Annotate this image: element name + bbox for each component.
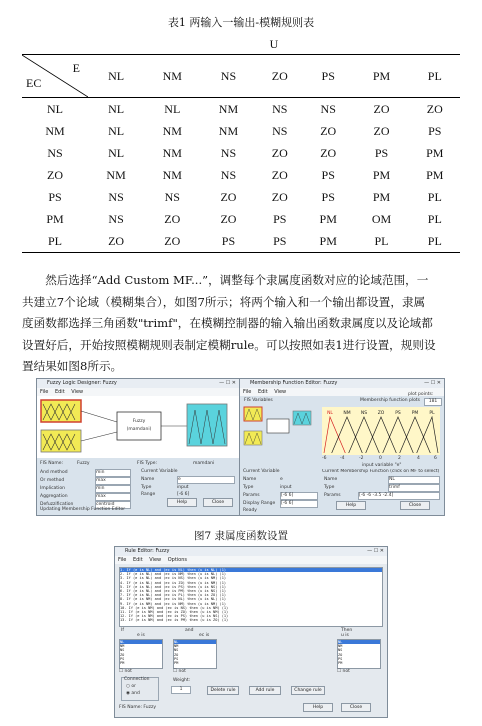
mf-label: Name xyxy=(324,477,338,482)
column-header: NM xyxy=(144,55,200,98)
paragraph-line: 度函数都选择三角函数"trimf"，在模糊控制器的输入输出函数隶属度以及论域都 xyxy=(22,316,433,331)
delete-rule-button[interactable]: Delete rule xyxy=(207,686,239,695)
row-label: PL xyxy=(22,230,88,253)
cv-label: Type xyxy=(141,485,152,490)
display-range-field[interactable]: [-6 6] xyxy=(280,500,318,508)
or-method-select[interactable]: max xyxy=(95,477,131,485)
table-cell: ZO xyxy=(220,189,237,204)
mf-curve-ns[interactable] xyxy=(349,417,380,453)
fis-center-type: (mamdani) xyxy=(126,427,152,432)
table-cell: PM xyxy=(426,145,444,160)
table-cell: NS xyxy=(220,145,237,160)
menu-view[interactable]: View xyxy=(71,389,84,395)
membership-function-editor-window xyxy=(239,378,445,516)
fis-variables-panel xyxy=(243,405,313,455)
column-header: PM xyxy=(353,55,409,98)
fis-type-label: FIS Type: xyxy=(137,461,158,466)
not-checkbox-output[interactable]: ☐ not xyxy=(337,669,350,674)
menu-file[interactable]: File xyxy=(118,557,127,563)
mf-option[interactable]: PM xyxy=(120,661,125,666)
and-label: and xyxy=(185,628,194,633)
mf-option[interactable]: NM xyxy=(174,644,179,649)
mf-option[interactable]: NM xyxy=(338,644,343,649)
cv-type-value: input xyxy=(280,485,292,490)
or-label: or xyxy=(131,684,136,689)
and-radio[interactable]: ◉ and xyxy=(126,691,140,696)
paragraph-line: 设置好后，开始按照模糊规则表制定模糊rule。可以按照如表1进行设置，规则设 xyxy=(22,337,436,352)
method-label: Aggregation xyxy=(40,494,68,499)
add-rule-button[interactable]: Add rule xyxy=(249,686,281,695)
mf-option[interactable]: ZO xyxy=(338,652,343,657)
window-titlebar: Membership Function Editor: Fuzzy xyxy=(240,379,444,388)
table-cell: PS xyxy=(374,145,389,160)
mf-label-ns: NS xyxy=(360,411,368,416)
table-cell: NS xyxy=(272,123,288,138)
window-controls[interactable]: — ☐ ✕ xyxy=(424,380,441,386)
mf-option[interactable]: NL xyxy=(338,640,380,644)
mf-option[interactable]: NM xyxy=(120,644,125,649)
aggregation-select[interactable]: max xyxy=(95,493,131,501)
input2-block xyxy=(41,430,81,452)
cv-label: Name xyxy=(141,477,155,482)
mf-label-nm: NM xyxy=(343,411,351,416)
input1-block xyxy=(41,400,81,422)
figure7-caption: 图7 隶属度函数设置 xyxy=(193,530,289,542)
table-row xyxy=(22,98,460,121)
fis-variables-label: FIS Variables xyxy=(244,398,273,403)
column-header: ZO xyxy=(257,55,303,98)
table-cell: PL xyxy=(410,230,460,253)
mf-label: Type xyxy=(324,485,335,490)
table-cell: ZO xyxy=(144,230,200,253)
table-cell: PM xyxy=(372,189,391,204)
plot-points-field[interactable]: 181 xyxy=(424,398,442,406)
then-label: Then xyxy=(341,628,353,633)
status-bar: Ready xyxy=(243,508,257,513)
not-label: not xyxy=(124,669,132,674)
input-e-thumb xyxy=(244,407,262,421)
table-cell: PS xyxy=(321,167,335,182)
rule-item[interactable]: 13. If (e is NM) and (ec is PM) then (u is ZO) (1) xyxy=(120,618,229,623)
table-cell: PS xyxy=(200,230,256,253)
input-variable-label: input variable "e" xyxy=(362,463,402,468)
axis-tick: 2 xyxy=(398,456,401,461)
row-label: ZO xyxy=(47,167,63,182)
if-label: If xyxy=(121,628,124,633)
rule-item[interactable]: 5. If (e is NL) and (ec is PS) then (u is NS) (1) xyxy=(120,584,227,589)
or-radio[interactable]: ○ or xyxy=(126,684,136,689)
table-cell: ZO xyxy=(88,230,144,253)
menu-file[interactable]: File xyxy=(40,389,49,395)
fuzzy-logic-designer-window xyxy=(36,378,240,516)
rule-item[interactable]: 2. If (e is NL) and (ec is NM) then (u is NL) (1) xyxy=(120,572,227,577)
table-cell: NS xyxy=(164,189,180,204)
mf-option[interactable]: PS xyxy=(174,656,179,661)
column-header: PL xyxy=(410,55,460,98)
cv-label: Display Range xyxy=(243,501,276,506)
mf-label-zo: ZO xyxy=(377,411,385,416)
mf-label: Params xyxy=(324,493,341,498)
mf-option[interactable]: PM xyxy=(174,661,179,666)
table-row xyxy=(22,164,460,186)
method-label: Implication xyxy=(40,486,65,491)
mf-option[interactable]: NS xyxy=(338,648,343,653)
table-cell: NM xyxy=(162,167,182,182)
row-label: PS xyxy=(48,189,62,204)
table-cell: PM xyxy=(426,167,444,182)
cv-range-value: [-6 6] xyxy=(177,492,190,497)
axis-tick: 4 xyxy=(417,456,420,461)
help-button[interactable]: Help xyxy=(336,501,366,510)
and-option-label: and xyxy=(131,691,140,696)
mf-name-field[interactable]: NL xyxy=(388,476,440,484)
cv-label: Type xyxy=(243,485,254,490)
table-cell: NM xyxy=(162,123,182,138)
mf-option[interactable]: NS xyxy=(174,648,179,653)
help-button[interactable]: Help xyxy=(167,498,197,507)
rule-item[interactable]: 1. If (e is NL) and (ec is NL) then (u is NL) (1) xyxy=(120,568,382,572)
axis-tick: 6 xyxy=(434,456,437,461)
rule-item[interactable]: 8. If (e is NM) and (ec is NL) then (u is NL) (1) xyxy=(120,597,227,602)
cv-name-value: e xyxy=(280,477,283,482)
column-header: PS xyxy=(303,55,353,98)
mf-option[interactable]: PS xyxy=(338,656,343,661)
mf-option[interactable]: NL xyxy=(174,640,216,644)
mf-curve-pm[interactable] xyxy=(400,417,431,453)
fis-center-block xyxy=(117,412,161,440)
fis-name-value: Fuzzy xyxy=(77,461,90,466)
weight-label: Weight: xyxy=(173,678,191,683)
window-controls[interactable]: — ☐ ✕ xyxy=(367,548,384,554)
mf-option[interactable]: ZO xyxy=(120,652,125,657)
not-label: not xyxy=(342,669,350,674)
close-button[interactable]: Close xyxy=(400,501,430,510)
table-cell: NS xyxy=(320,101,336,116)
input-ec-thumb xyxy=(244,431,262,445)
rule-item[interactable]: 12. If (e is NM) and (ec is PS) then (u is NS) (1) xyxy=(120,614,229,619)
table-cell: ZO xyxy=(271,167,288,182)
axis-tick: -6 xyxy=(322,456,327,461)
menu-options[interactable]: Options xyxy=(167,557,188,563)
table-cell: ZO xyxy=(271,189,288,204)
table-cell: NS xyxy=(108,189,124,204)
table-cell: ZO xyxy=(373,101,390,116)
connection-group xyxy=(121,677,159,701)
body-paragraph xyxy=(22,270,460,378)
current-variable-heading: Current Variable xyxy=(141,469,178,474)
and-method-select[interactable]: min xyxy=(95,469,131,477)
methods-panel xyxy=(39,469,135,507)
window-titlebar: Fuzzy Logic Designer: Fuzzy xyxy=(37,379,239,388)
defuzzification-select[interactable]: centroid xyxy=(95,501,131,509)
mf-curve-pl[interactable] xyxy=(417,417,438,453)
input2-mf-list[interactable] xyxy=(173,639,217,669)
row-header-label: EC xyxy=(26,76,42,90)
table-cell: OM xyxy=(371,211,392,226)
table-row xyxy=(22,208,460,230)
plot-title: Membership function plots xyxy=(360,398,421,403)
status-bar: Updating Membership Function Editor xyxy=(40,507,126,512)
cv-label: Params xyxy=(243,493,260,498)
mf-option[interactable]: NS xyxy=(120,648,125,653)
table-cell: NS xyxy=(220,167,237,182)
not-checkbox-input1[interactable]: ☐ not xyxy=(119,669,132,674)
close-button[interactable]: Close xyxy=(203,498,233,507)
axis-tick: 0 xyxy=(379,456,382,461)
table-row xyxy=(22,230,460,253)
menubar xyxy=(37,388,239,396)
rule-list[interactable] xyxy=(119,567,383,627)
help-button[interactable]: Help xyxy=(303,703,333,712)
menu-file[interactable]: File xyxy=(243,389,252,395)
mf-option[interactable]: PS xyxy=(120,656,125,661)
cv-range-field[interactable]: [-6 6] xyxy=(280,492,318,500)
output-mf-list[interactable] xyxy=(337,639,381,669)
table-cell: ZO xyxy=(426,101,443,116)
table-output-row xyxy=(22,34,460,55)
mf-type-select[interactable]: trimf xyxy=(388,484,440,492)
input1-mf-list[interactable] xyxy=(119,639,163,669)
axis-tick: -4 xyxy=(340,456,345,461)
table-cell: PL xyxy=(427,211,442,226)
status-bar: FIS Name: Fuzzy xyxy=(119,705,157,710)
current-variable-heading: Current Variable xyxy=(243,469,280,474)
table-cell: ZO xyxy=(320,123,337,138)
mf-curve-zo[interactable] xyxy=(366,417,397,453)
window-titlebar: Rule Editor: Fuzzy xyxy=(115,547,387,556)
fis-diagram-area xyxy=(37,396,239,458)
table-cell: PM xyxy=(303,230,353,253)
table-cell: ZO xyxy=(320,145,337,160)
rule-item[interactable]: 9. If (e is NM) and (ec is NM) then (u is NM) (1) xyxy=(120,601,227,606)
mf-option[interactable]: ZO xyxy=(174,652,179,657)
axis-tick: -2 xyxy=(359,456,364,461)
mf-params-field[interactable]: [-6 -6 -3.5 -2.4] xyxy=(358,492,440,500)
mf-axis-ticks xyxy=(322,456,440,462)
table-row xyxy=(22,120,460,142)
output-name: u is xyxy=(341,633,349,638)
mf-option[interactable]: NL xyxy=(120,640,162,644)
row-label: NM xyxy=(45,123,65,138)
mf-plot-area[interactable] xyxy=(322,407,440,455)
table-cell: NS xyxy=(272,101,288,116)
weight-field[interactable]: 1 xyxy=(171,686,191,694)
menubar xyxy=(115,556,387,564)
table-cell: PM xyxy=(319,211,337,226)
mf-label-pl: PL xyxy=(429,411,435,416)
close-button[interactable]: Close xyxy=(341,703,371,712)
rule-editor-window xyxy=(114,546,388,718)
table-cell: NL xyxy=(108,145,125,160)
window-controls[interactable]: — ☐ ✕ xyxy=(219,380,236,386)
connection-label: Connection xyxy=(124,677,150,682)
not-label: not xyxy=(178,669,186,674)
current-mf-heading: Current Membership Function (click on MF to select) xyxy=(322,469,440,474)
fis-name-label: FIS Name: xyxy=(40,461,63,466)
rule-item[interactable]: 4. If (e is NL) and (ec is ZO) then (u is NM) (1) xyxy=(120,580,227,585)
table-cell: PL xyxy=(427,189,442,204)
row-label: NL xyxy=(47,101,63,116)
column-header-label: E xyxy=(72,61,80,75)
method-label: And method xyxy=(40,470,68,475)
table-row xyxy=(22,142,460,164)
table-cell: ZO xyxy=(220,211,237,226)
table-row xyxy=(22,186,460,208)
table-cell: PL xyxy=(353,230,409,253)
table-cell: NL xyxy=(164,101,181,116)
row-label: PM xyxy=(46,211,64,226)
mf-curve-ps[interactable] xyxy=(383,417,414,453)
column-header: NS xyxy=(200,55,256,98)
table-cell: NL xyxy=(108,101,125,116)
row-label: NS xyxy=(47,145,63,160)
table-header-row xyxy=(22,55,460,98)
fis-type-value: mamdani xyxy=(193,461,215,466)
table-cell: PS xyxy=(273,211,287,226)
table-cell: NM xyxy=(218,123,239,138)
mf-label-pm: PM xyxy=(411,411,419,416)
change-rule-button[interactable]: Change rule xyxy=(291,686,325,695)
rules-thumb xyxy=(267,419,289,433)
output-variable-label: U xyxy=(269,36,279,51)
table-cell: NL xyxy=(108,123,125,138)
table-cell: PS xyxy=(428,123,442,138)
table-cell: PS xyxy=(257,230,303,253)
cv-type-value: input xyxy=(177,485,189,490)
mf-label-nl: NL xyxy=(327,411,333,416)
mf-curve-nl[interactable] xyxy=(324,417,345,453)
fuzzy-rule-table xyxy=(22,34,460,253)
rule-item[interactable]: 3. If (e is NL) and (ec is NS) then (u is NM) (1) xyxy=(120,576,227,581)
column-header: NL xyxy=(88,55,144,98)
input2-name: ec is xyxy=(199,633,210,638)
mf-label-ps: PS xyxy=(395,411,401,416)
table-cell: ZO xyxy=(271,145,288,160)
table-cell: NM xyxy=(218,101,239,116)
rule-item[interactable]: 11. If (e is NM) and (ec is ZO) then (u is NM) (1) xyxy=(120,610,229,615)
rule-item[interactable]: 7. If (e is NL) and (ec is PL) then (u is ZO) (1) xyxy=(120,593,227,598)
input1-name: e is xyxy=(137,633,145,638)
method-label: Defuzzification xyxy=(40,502,74,507)
method-label: Or method xyxy=(40,478,65,483)
table-title: 表1 两输入一输出-模糊规则表 xyxy=(167,16,315,29)
paragraph-line: 共建立7个论域（模糊集合），如图7所示；将两个输入和一个输出都设置，隶属 xyxy=(22,294,426,309)
table-cell: PM xyxy=(372,167,391,182)
implication-select[interactable]: min xyxy=(95,485,131,493)
output-u-thumb xyxy=(293,411,311,425)
menu-view[interactable]: View xyxy=(274,389,287,395)
mf-plot xyxy=(322,407,440,455)
menu-edit[interactable]: Edit xyxy=(257,389,268,395)
cv-label: Range xyxy=(141,492,156,497)
menu-edit[interactable]: Edit xyxy=(132,557,143,563)
cv-name-field[interactable]: e xyxy=(177,476,235,484)
table-cell: NS xyxy=(108,211,124,226)
table-cell: NM xyxy=(162,145,182,160)
table-cell: PS xyxy=(321,189,335,204)
table-cell: ZO xyxy=(373,123,390,138)
fis-center-name: Fuzzy xyxy=(132,419,146,424)
rule-item[interactable]: 10. If (e is NM) and (ec is NS) then (u is NM) (1) xyxy=(120,605,229,610)
table-cell: ZO xyxy=(164,211,181,226)
paragraph-line: 然后选择“Add Custom MF...”，调整每个隶属度函数对应的论域范围，一 xyxy=(45,273,429,287)
cv-label: Name xyxy=(243,477,257,482)
paragraph-line: 置结果如图8所示。 xyxy=(22,359,123,374)
rule-item[interactable]: 6. If (e is NL) and (ec is PM) then (u is NS) (1) xyxy=(120,589,227,594)
table-corner-cell xyxy=(22,55,88,98)
menu-edit[interactable]: Edit xyxy=(54,389,65,395)
table-cell: NM xyxy=(106,167,126,182)
mf-option[interactable]: PM xyxy=(338,661,343,666)
plot-points-label: plot points: xyxy=(408,392,434,397)
not-checkbox-input2[interactable]: ☐ not xyxy=(173,669,186,674)
mf-curve-nm[interactable] xyxy=(332,417,363,453)
menu-view[interactable]: View xyxy=(149,557,162,563)
